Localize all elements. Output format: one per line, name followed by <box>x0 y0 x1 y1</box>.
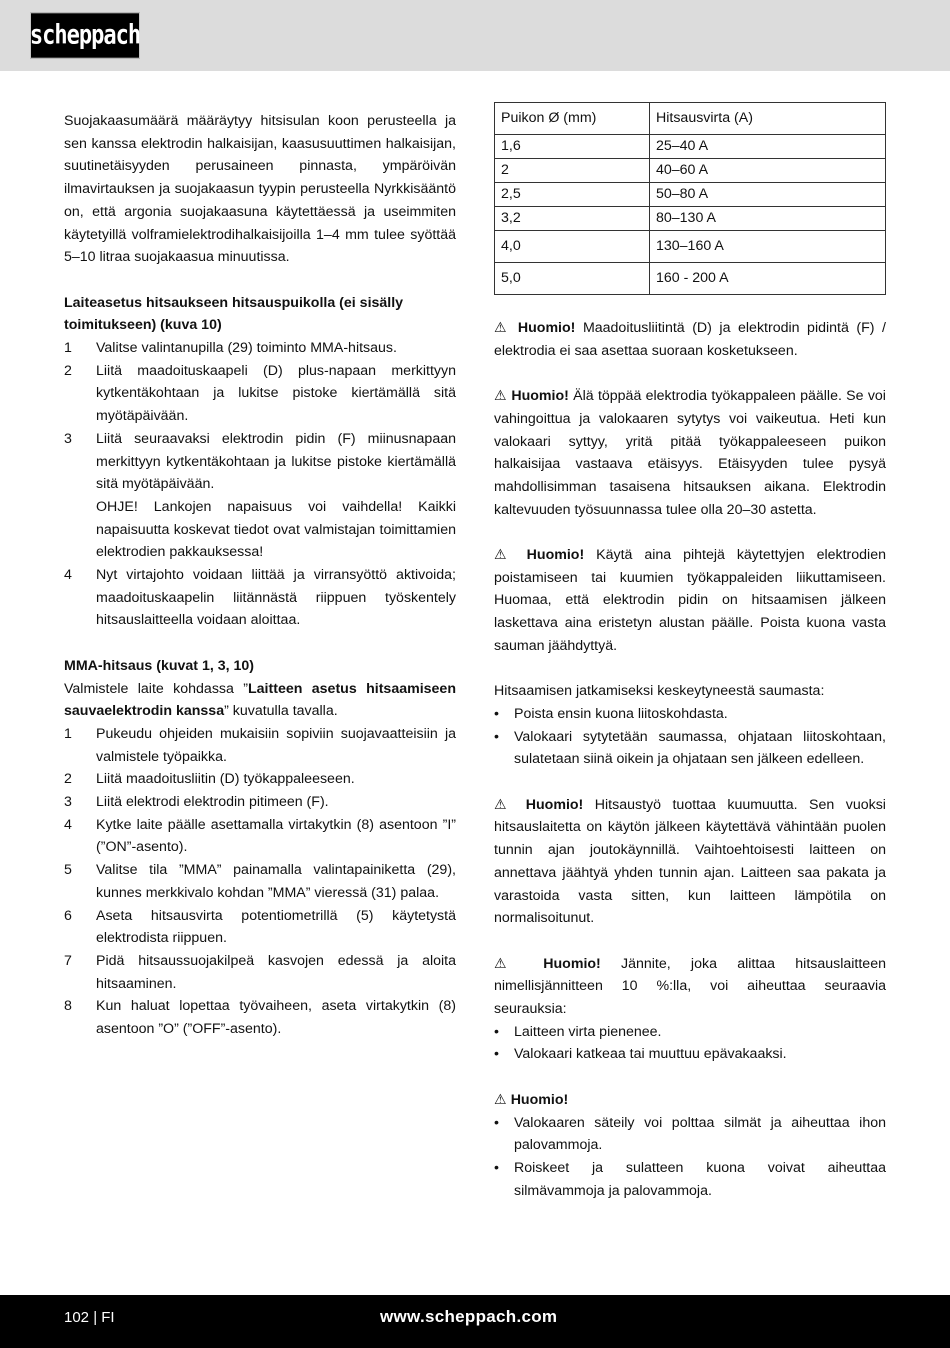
warning-triangle-icon: ⚠ <box>494 1091 507 1108</box>
table-cell: 80–130 A <box>650 207 886 231</box>
list-item: 8 Kun haluat lopettaa työvaiheen, aseta virtakytkin (8) asentoon ”O” (”OFF”-asento). <box>64 998 456 1038</box>
right-column <box>494 102 886 1202</box>
table-header-cell: Puikon Ø (mm) <box>495 103 650 135</box>
warning-triangle-icon: ⚠ <box>494 320 511 336</box>
table-cell: 25–40 A <box>650 135 886 159</box>
electrode-current-table <box>494 102 886 295</box>
table-cell: 2,5 <box>495 183 650 207</box>
table-cell: 160 - 200 A <box>650 263 886 295</box>
table-cell: 1,6 <box>495 135 650 159</box>
warning-dabbing: ⚠ Huomio! Älä töppää elektrodia työkappaleen päälle. Se voi vahingoittua ja valokaaren sytytys voi vaikeutua. Heti kun valokaari syttyy, yritä pitää työkappaleeseen puikon halkaisijaa vastaava etäisyys. Etäisyyden tulee pysyä mahdollisimman tasaisena hitsauksen aikana. Elektrodin kaltevuuden työsuunnassa tulee olla 20–30 astetta. <box>494 388 886 518</box>
mma-intro: Valmistele laite kohdassa ”Laitteen asetus hitsaamiseen sauvaelektrodin kanssa” kuvatulla tavalla. <box>64 680 456 720</box>
list-item: • Roiskeet ja sulatteen kuona voivat aiheuttaa silmävammoja ja palovammoja. <box>494 1157 886 1202</box>
list-item: 3 Liitä seuraavaksi elektrodin pidin (F) miinusnapaan merkittyyn kytkentäkohtaan ja lukitse pistoke kiertämällä sitä myötäpäivään. OHJE! Lankojen napaisuus voi vaihdella! Kaikki napaisuutta koskevat tiedot ovat valmistajan toimittamien elektrodien pakkauksessa! <box>64 430 456 561</box>
table-row <box>495 183 886 207</box>
list-item: • Valokaari sytytetään saumassa, ohjataan liitoskohtaan, sulatetaan siinä oikein ja ohjataan sen jälkeen edelleen. <box>494 726 886 771</box>
list-item: 7 Pidä hitsaussuojakilpeä kasvojen edessä ja aloita hitsaaminen. <box>64 952 456 992</box>
warning-radiation: ⚠ Huomio! <box>494 1091 569 1108</box>
table-header-row <box>495 103 886 135</box>
list-item: • Valokaari katkeaa tai muuttuu epävakaaksi. <box>494 1043 886 1066</box>
warning-triangle-icon: ⚠ <box>494 547 515 563</box>
warning-heat: ⚠ Huomio! Hitsaustyö tuottaa kuumuutta. Sen vuoksi hitsauslaitetta on käytön jälkeen käytettävä vähintään puolen tunnin ajan joutokäynnillä. Vaihtoehtoisesti laitteen on annettava jäähtyä yhden tunnin ajan. Laitteen saa pakata ja varastoida vasta sitten, kun laitteen lämpötila on normalisoitunut. <box>494 796 886 927</box>
scheppach-logo: scheppach <box>30 12 140 59</box>
table-cell: 40–60 A <box>650 159 886 183</box>
resume-intro: Hitsaamisen jatkamiseksi keskeytyneestä saumasta: <box>494 683 825 700</box>
table-header-cell: Hitsausvirta (A) <box>650 103 886 135</box>
table-cell: 4,0 <box>495 231 650 263</box>
page-footer <box>0 1295 950 1348</box>
warning-triangle-icon: ⚠ <box>494 955 524 972</box>
section-heading-device-setup: Laiteasetus hitsaukseen hitsauspuikolla (ei sisälly toimitukseen) (kuva 10) <box>64 294 404 334</box>
website-link[interactable]: www.scheppach.com <box>380 1307 558 1326</box>
page-number: 102 | FI <box>64 1309 115 1326</box>
list-item: • Poista ensin kuona liitoskohdasta. <box>494 703 886 726</box>
polarity-note: OHJE! Lankojen napaisuus voi vaihdella! Kaikki napaisuutta koskevat tiedot ovat valmistajan toimittamien elektrodien pakkauksessa! <box>96 498 456 561</box>
table-cell: 5,0 <box>495 263 650 295</box>
warning-triangle-icon: ⚠ <box>494 388 508 405</box>
list-item: 6 Aseta hitsausvirta potentiometrillä (5) käytetystä elektrodista riippuen. <box>64 907 456 947</box>
table-cell: 130–160 A <box>650 231 886 263</box>
warning-pliers: ⚠ Huomio! Käytä aina pihtejä käytettyjen elektrodien poistamiseen tai kuumien työkappaleiden liikuttamiseen. Huomaa, että elektrodin pidin on hitsaamisen jälkeen laskettava aina eristetyn alustan päälle. Poista kuona vasta sauman jäähdyttyä. <box>494 547 886 654</box>
table-cell: 50–80 A <box>650 183 886 207</box>
list-item: • Laitteen virta pienenee. <box>494 1021 886 1044</box>
table-row <box>495 231 886 263</box>
section-heading-mma-welding: MMA-hitsaus (kuvat 1, 3, 10) <box>64 657 255 674</box>
resume-bullets <box>494 703 886 771</box>
table-row <box>495 207 886 231</box>
table-row <box>495 263 886 295</box>
list-item: 5 Valitse tila ”MMA” painamalla valintapainiketta (29), kunnes merkkivalo kohdan ”MMA” vieressä (31) palaa. <box>64 862 456 901</box>
list-item: 1 Pukeudu ohjeiden mukaisiin sopiviin suojavaatteisiin ja valmistele työpaikka. <box>64 725 456 765</box>
list-item: 4 Nyt virtajohto voidaan liittää ja virransyöttö aktivoida; maadoituskaapelin liitännästä riippuen työskentely hitsauslaitteella voidaan aloittaa. <box>64 567 456 629</box>
list-item: 2 Liitä maadoituskaapeli (D) plus-napaan merkittyyn kytkentäkohtaan ja lukitse pistoke kiertämällä sitä myötäpäivään. <box>64 362 456 425</box>
list-item: • Valokaaren säteily voi polttaa silmät ja aiheuttaa ihon palovammoja. <box>494 1112 886 1157</box>
voltage-bullets <box>494 1021 886 1066</box>
table-cell: 3,2 <box>495 207 650 231</box>
warning-contact: ⚠ Huomio! Maadoitusliitintä (D) ja elektrodin pidintä (F) / elektrodia ei saa asettaa suoraan kosketukseen. <box>494 320 886 359</box>
intro-paragraph: Suojakaasumäärä määräytyy hitsisulan koon perusteella ja sen kanssa elektrodin halkaisijan, kaasusuuttimen halkaisijan, suutinetäisyyden perusaineen pinnasta, ympäröivän ilmavirtauksen ja suojakaasun tyypin perusteella Nyrkkisääntö on, että argonia suojakaasuna käytettäessä ja useimmiten käytetyillä volframielektrodihalkaisijoilla 1–4 mm tulee syöttää 5–10 litraa suojakaasua minuutissa. <box>64 113 456 266</box>
page-header <box>0 0 950 71</box>
list-item: 2 Liitä maadoitusliitin (D) työkappaleeseen. <box>64 771 355 788</box>
table-row <box>495 135 886 159</box>
warning-triangle-icon: ⚠ <box>494 796 515 813</box>
mma-steps-list <box>64 723 456 1041</box>
table-cell: 2 <box>495 159 650 183</box>
list-item: 3 Liitä elektrodi elektrodin pitimeen (F). <box>64 794 329 811</box>
left-column <box>64 110 456 1041</box>
warning-voltage: ⚠ Huomio! Jännite, joka alittaa hitsauslaitteen nimellisjännitteen 10 %:lla, voi aiheuttaa seuraavia seurauksia: <box>494 955 886 1018</box>
setup-steps-list <box>64 337 456 632</box>
radiation-bullets <box>494 1112 886 1203</box>
list-item: 4 Kytke laite päälle asettamalla virtakytkin (8) asentoon ”I” (”ON”-asento). <box>64 816 456 856</box>
list-item: 1 Valitse valintanupilla (29) toiminto MMA-hitsaus. <box>64 340 397 357</box>
table-row <box>495 159 886 183</box>
